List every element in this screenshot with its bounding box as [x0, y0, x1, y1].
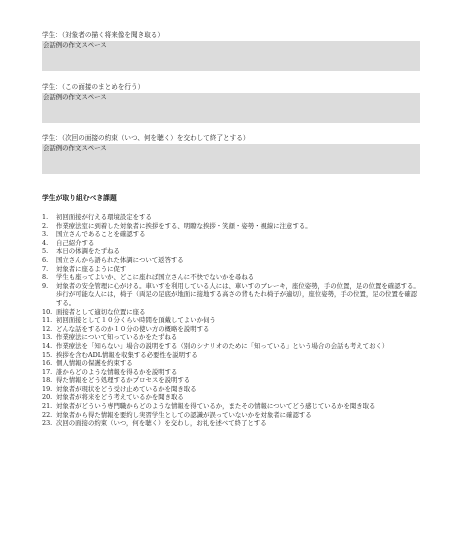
item-number: 14.: [42, 341, 53, 350]
item-text: 面接者として適切な位置に座る: [56, 307, 146, 316]
list-item: [42, 256, 422, 265]
item-text: 挨拶を含むADL情報を収集する必要性を説明する: [56, 350, 198, 359]
item-text: 対象者に座るように促す: [56, 264, 127, 273]
item-number: 21.: [42, 402, 53, 411]
item-text: 誰からどのような情報を得るかを説明する: [56, 367, 178, 376]
section-title: 学生が取り組むべき課題: [42, 194, 117, 202]
list-item: [42, 402, 422, 411]
item-text: 作業療法室に到着した対象者に挨拶をする、明瞭な挨拶・笑顔・姿勢・視線に注意する。: [56, 221, 312, 230]
item-number: 1.: [42, 213, 49, 221]
item-number: 5.: [42, 247, 49, 256]
list-item: [42, 333, 422, 342]
prompt-block-next-appointment: [42, 134, 420, 174]
item-text: 初回面接が行える環境設定をする: [56, 213, 152, 221]
item-text: 次回の面接の約束（いつ，何を聴く）を交わし，お礼を述べて終了とする: [56, 419, 267, 428]
list-item: [42, 411, 422, 420]
item-text: 対象者の安全管理に心がける。車いすを利用している人には、車いすのブレーキ，座位姿勢，手の位置，足の位置を確認する。歩行が可能な人には，椅子（両足の足底が地面に接地する高さの背もたれ椅子が適切），座位姿勢，手の位置，足の位置を確認する。: [56, 281, 420, 307]
item-number: 4.: [42, 238, 49, 247]
item-text: 自己紹介する: [56, 238, 95, 247]
item-number: 23.: [42, 419, 53, 428]
list-item: [42, 230, 422, 239]
list-item: [42, 316, 422, 325]
item-number: 8.: [42, 273, 49, 282]
prompt-label: 学生：（この面接のまとめを行う）: [42, 83, 145, 91]
list-item: [42, 359, 422, 368]
list-item: [42, 351, 422, 360]
item-number: 3.: [42, 230, 49, 239]
prompt-label: 学生：（次回の面接の約束（いつ、何を聴く）を交わして終了とする）: [42, 134, 250, 142]
list-item: [42, 419, 422, 428]
writing-space-box[interactable]: [42, 93, 420, 123]
list-item: [42, 393, 422, 402]
item-text: 国立さんであることを確認する: [56, 230, 146, 239]
list-item: [42, 376, 422, 385]
item-number: 10.: [42, 307, 53, 316]
item-number: 20.: [42, 393, 53, 402]
list-item: [42, 247, 422, 256]
list-item: [42, 368, 422, 377]
item-text: 本日の体調をたずねる: [56, 247, 120, 256]
list-item: [42, 265, 422, 274]
item-number: 2.: [42, 221, 49, 230]
list-item: [42, 222, 422, 231]
item-text: 対象者から得た情報を要約し実習学生としての認識が誤っていないかを対象者に確認する: [56, 410, 312, 419]
writing-space-label: 会話例の作文スペース: [43, 144, 107, 152]
item-number: 6.: [42, 255, 49, 264]
item-number: 17.: [42, 367, 53, 376]
item-text: 学生も座ってよいか、どこに座れば国立さんに不快でないかを尋ねる: [56, 273, 255, 282]
item-text: 作業療法を「知らない」場合の説明をする（別のシナリオのために「知っている」という場合の会話も考えておく）: [56, 341, 389, 350]
list-item: [42, 213, 422, 222]
writing-space-box[interactable]: [42, 144, 420, 174]
item-text: 対象者が将来をどう考えているかを聞き取る: [56, 393, 184, 402]
task-list: [42, 213, 422, 428]
item-number: 11.: [42, 316, 53, 325]
item-number: 7.: [42, 264, 49, 273]
item-number: 16.: [42, 359, 53, 368]
item-number: 19.: [42, 384, 53, 393]
item-number: 22.: [42, 410, 53, 419]
item-number: 12.: [42, 324, 53, 333]
item-text: 対象者が現状をどう受け止めているかを聞き取る: [56, 384, 197, 393]
prompt-block-future-vision: [42, 31, 420, 71]
item-text: 初回面接として１０分くらい時間を頂戴してよいか伺う: [56, 316, 216, 325]
item-number: 15.: [42, 350, 53, 359]
writing-space-box[interactable]: [42, 41, 420, 71]
item-number: 13.: [42, 333, 53, 342]
writing-space-label: 会話例の作文スペース: [43, 93, 107, 101]
item-number: 9.: [42, 281, 49, 290]
item-text: 国立さんから語られた体調について返答する: [56, 255, 184, 264]
writing-space-label: 会話例の作文スペース: [43, 41, 107, 49]
prompt-label: 学生：（対象者の描く将来像を聞き取る）: [42, 31, 164, 39]
item-text: どんな話をするのか１０分の使い方の概略を説明する: [56, 324, 210, 333]
item-number: 18.: [42, 376, 53, 385]
item-text: 対象者がどういう専門職からどのような情報を得ているか，またその情報についてどう感じているかを聞き取る: [56, 402, 376, 411]
list-item: [42, 308, 422, 317]
item-text: 作業療法について知っているかをたずねる: [56, 333, 178, 342]
item-text: 個人情報の保護を約束する: [56, 359, 133, 368]
list-item: [42, 282, 422, 308]
list-item: [42, 273, 422, 282]
prompt-block-summary: [42, 83, 420, 123]
list-item: [42, 342, 422, 351]
item-text: 得た情報をどう処理するかプロセスを説明する: [56, 376, 191, 385]
